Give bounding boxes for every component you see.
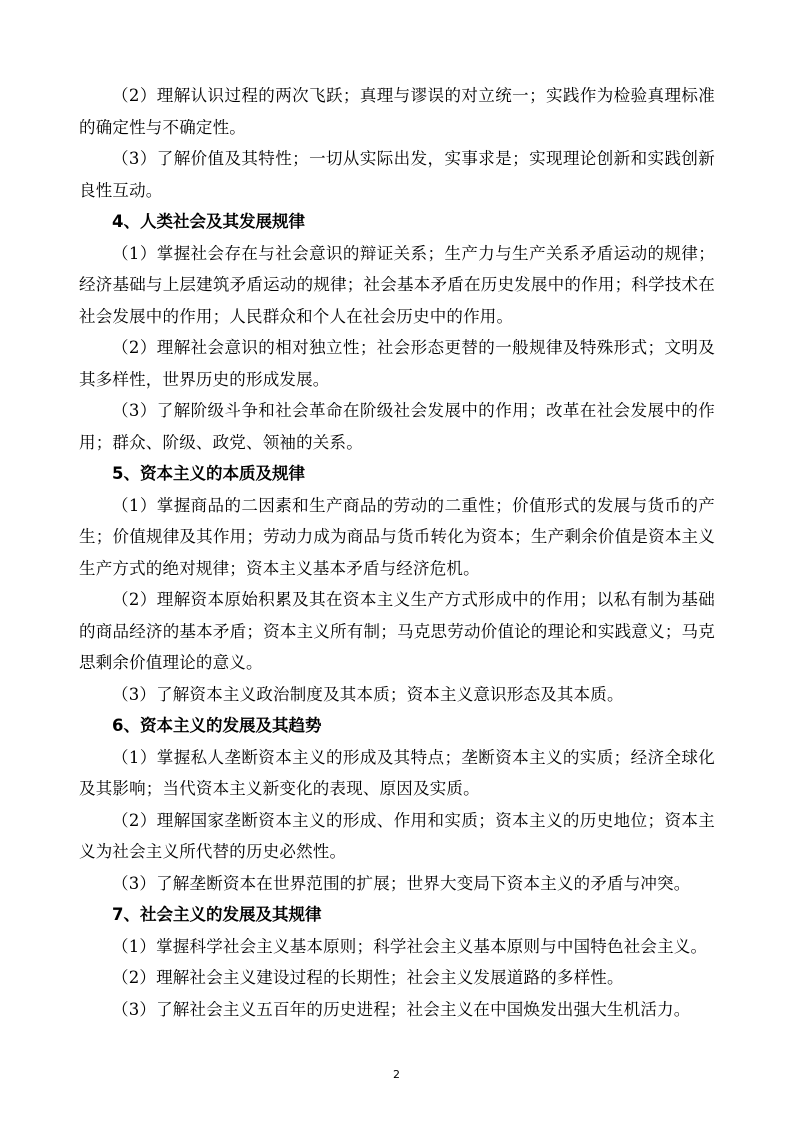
para-6-3: （3）了解垄断资本在世界范围的扩展；世界大变局下资本主义的矛盾与冲突。	[112, 873, 691, 893]
para-6-2: （2）理解国家垄断资本主义的形成、作用和实质；资本主义的历史地位；资本主义为社会主义所代替的历史必然性。	[79, 810, 715, 861]
para-3-3: （3）了解价值及其特性；一切从实际出发，实事求是；实现理论创新和实践创新良性互动。	[79, 149, 715, 200]
para-5-1: （1）掌握商品的二因素和生产商品的劳动的二重性；价值形式的发展与货币的产生；价值规律及其作用；劳动力成为商品与货币转化为资本；生产剩余价值是资本主义生产方式的绝对规律；资本主义基本矛盾与经济危机。	[79, 495, 715, 578]
para-6-1: （1）掌握私人垄断资本主义的形成及其特点；垄断资本主义的实质；经济全球化及其影响；当代资本主义新变化的表现、原因及实质。	[79, 747, 715, 798]
section-heading-4: 4、人类社会及其发展规律	[112, 212, 305, 231]
para-4-2: （2）理解社会意识的相对独立性；社会形态更替的一般规律及特殊形式；文明及其多样性，世界历史的形成发展。	[79, 338, 715, 389]
section-heading-6: 6、资本主义的发展及其趋势	[112, 716, 322, 735]
para-7-1: （1）掌握科学社会主义基本原则；科学社会主义基本原则与中国特色社会主义。	[112, 936, 708, 956]
section-heading-7: 7、社会主义的发展及其规律	[112, 905, 322, 924]
para-5-2: （2）理解资本原始积累及其在资本主义生产方式形成中的作用；以私有制为基础的商品经济的基本矛盾；资本主义所有制；马克思劳动价值论的理论和实践意义；马克思剩余价值理论的意义。	[79, 590, 715, 672]
para-7-2: （2）理解社会主义建设过程的长期性；社会主义发展道路的多样性。	[112, 968, 624, 987]
para-5-3: （3）了解资本主义政治制度及其本质；资本主义意识形态及其本质。	[112, 684, 624, 704]
para-7-3: （3）了解社会主义五百年的历史进程；社会主义在中国焕发出强大生机活力。	[112, 999, 691, 1019]
page-number: 2	[393, 1068, 400, 1081]
section-heading-5: 5、资本主义的本质及规律	[112, 464, 305, 483]
para-4-1: （1）掌握社会存在与社会意识的辩证关系；生产力与生产关系矛盾运动的规律；经济基础与上层建筑矛盾运动的规律；社会基本矛盾在历史发展中的作用；科学技术在社会发展中的作用；人民群众和个人在社会历史中的作用。	[79, 243, 715, 326]
para-3-2: （2）理解认识过程的两次飞跃；真理与谬误的对立统一；实践作为检验真理标准的确定性与不确定性。	[79, 86, 715, 137]
document-body	[79, 80, 715, 1025]
para-4-3: （3）了解阶级斗争和社会革命在阶级社会发展中的作用；改革在社会发展中的作用；群众、阶级、政党、领袖的关系。	[79, 401, 715, 452]
